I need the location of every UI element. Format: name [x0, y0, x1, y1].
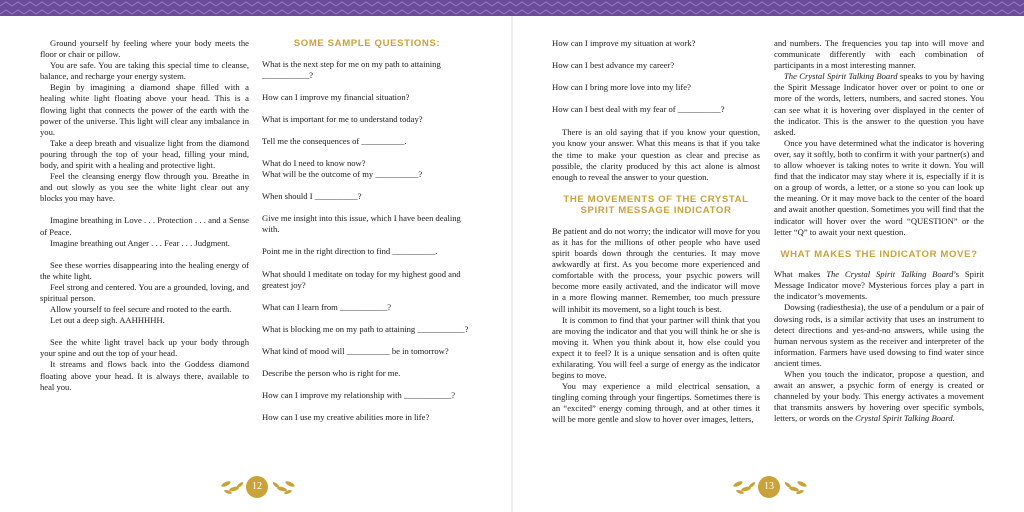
- book-title: Crystal Spirit Talking Board: [855, 413, 953, 424]
- book-title: The Crystal Spirit Talking Board: [784, 71, 898, 82]
- paragraph: Allow yourself to feel secure and rooted to the earth.: [50, 304, 232, 315]
- right-column-2: [774, 38, 984, 425]
- page-number-right: [730, 474, 810, 502]
- paragraph: Dowsing (radiesthesia), the use of a pendulum or a pair of dowsing rods, is a similar activity that uses an instrument to detect directions and yes-and-no answers, while using the human nervous system as the receiver and interpreter of the information. Farmers have used dowsing to find water since ancient times.: [774, 302, 984, 368]
- section-heading: SOME SAMPLE QUESTIONS:: [293, 38, 441, 49]
- question: What is blocking me on my path to attaining ___________?: [262, 323, 469, 334]
- paragraph: See the white light travel back up your body through your spine and out the top of your head.: [40, 337, 249, 359]
- question: How can I bring more love into my life?: [552, 82, 691, 93]
- page-number-left: [218, 474, 298, 502]
- paragraph: [774, 269, 984, 302]
- right-page: [512, 16, 1024, 512]
- paragraph: Feel the cleansing energy flow through you. Breathe in and out slowly as you see the white light clear out any blocks you may have.: [40, 171, 249, 204]
- question: How can I improve my situation at work?: [552, 38, 696, 48]
- paragraph: Be patient and do not worry; the indicator will move for you as it has for the millions of other people who have used spirit boards down through the centuries. It may move awkwardly at first. As you become more experienced and comfortable with the process, your psychic powers will become more easily activated, and the indicator will move in a more flowing manner. Remember, too much pressure will inhibit its movement, so a light touch is best.: [552, 225, 760, 314]
- paragraph: Let out a deep sigh. AAHHHHH.: [50, 315, 165, 326]
- left-page: [0, 16, 512, 512]
- left-column-meditation: [40, 38, 249, 393]
- paragraph: It is common to find that your partner will think that you are moving the indicator and that you will think he or she is moving it. When you think about it, how else could you expect it to feel? It is a unique sensation and is often quite exhilarating. You will feel a surge of energy as the indicator begins to move.: [552, 314, 760, 381]
- paragraph-text: ’s Spirit Message Indicator move? Mysterious forces play a part in the indicator’s movements.: [774, 269, 984, 302]
- section-heading: WHAT MAKES THE INDICATOR MOVE?: [780, 248, 978, 260]
- paragraph: Ground yourself by feeling where your body meets the floor or chair or pillow.: [40, 38, 249, 60]
- paragraph: Take a deep breath and visualize light from the diamond pouring through the top of your head, filling your mind, body, and spirit with a healing and protective light.: [40, 137, 249, 171]
- paragraph: Feel strong and centered. You are a grounded, loving, and spiritual person.: [40, 281, 249, 303]
- paragraph: and numbers. The frequencies you tap into will move and communicate differently with each combination of participants in a most interesting manner.: [774, 38, 984, 71]
- paragraph: It streams and flows back into the Goddess diamond floating above your head. It is always there, available to heal you.: [40, 359, 249, 392]
- question: Tell me the consequences of __________.: [262, 135, 407, 146]
- paragraph: Begin by imagining a diamond shape filled with a healing white light floating above your head. This is a flowing light that connects the power of the earth with the power of the universe. This light will clear any imbalance in you.: [40, 82, 249, 137]
- top-chevron-band: [0, 0, 1024, 16]
- paragraph-text: speaks to you by having the Spirit Message Indicator hover over or point to one or more of the words, letters, numbers, and sacred stones. You can see what it is hovering over displayed in the center of the indicator. This is the answer to the question you have asked.: [774, 71, 984, 137]
- question: How can I improve my relationship with ___________?: [262, 390, 456, 401]
- section-heading: THE MOVEMENTS OF THE CRYSTAL SPIRIT MESSAGE INDICATOR: [563, 193, 749, 217]
- question: What is important for me to understand today?: [262, 113, 423, 124]
- chevron-pattern: [0, 0, 1024, 16]
- question: When should I __________?: [262, 191, 362, 202]
- question: How can I use my creative abilities more in life?: [262, 412, 430, 423]
- paragraph-text: What makes: [774, 269, 827, 280]
- paragraph-text: .: [952, 413, 955, 424]
- question: What will be the outcome of my __________?: [262, 169, 423, 180]
- question: How can I best advance my career?: [552, 60, 675, 71]
- question: What kind of mood will __________ be in tomorrow?: [262, 345, 449, 356]
- question: Give me insight into this issue, which I have been dealing with.: [262, 213, 461, 235]
- paragraph: You are safe. You are taking this special time to cleanse, balance, and recharge your energy system.: [40, 60, 249, 82]
- question: Point me in the right direction to find __________.: [262, 246, 438, 257]
- paragraph: Imagine breathing out Anger . . . Fear . . . Judgment.: [50, 237, 230, 248]
- right-column-1: [552, 38, 760, 426]
- question: What should I meditate on today for my highest good and greatest joy?: [262, 268, 461, 290]
- paragraph: You may experience a mild electrical sensation, a tingling coming through your fingertips. Sometimes there is an “excited” energy coming through, and at other times it will be more gentle and slow to hover over images, letters,: [552, 381, 760, 425]
- page-number: 13: [758, 476, 780, 498]
- question: What is the next step for me on my path to attaining ___________?: [262, 58, 441, 80]
- page-number: 12: [246, 476, 268, 498]
- paragraph: Once you have determined what the indicator is hovering over, say it softly, both to confirm it with your partner(s) and to allow whoever is taking notes to write it down. You will find that the indicator may stay where it is, especially if it is on a group of words, a letter, or a stone so you can look up the meaning. Or it may move back to the center of the board and await another question. Sometimes you will find that the indicator will hover over the word “QUESTION” or the letter “Q” to await your next question.: [774, 137, 984, 237]
- paragraph-text: When you touch the indicator, propose a question, and await an answer, a psychic form of energy is created or channeled by your body. This energy activates a movement that transmits answers by hovering over specific symbols, letters, or words on the: [774, 369, 984, 424]
- book-title: The Crystal Spirit Talking Board: [826, 269, 954, 280]
- paragraph: There is an old saying that if you know your question, you know your answer. What this means is that if you take the time to make your question as clear and precise as possible, the clarity produced by this act alone is almost enough to reveal the answer to your question.: [552, 127, 760, 182]
- question: What can I learn from ___________?: [262, 301, 392, 312]
- paragraph: [774, 71, 984, 138]
- question: What do I need to know now?: [262, 157, 366, 168]
- question: How can I best deal with my fear of __________?: [552, 104, 725, 115]
- paragraph: Imagine breathing in Love . . . Protection . . . and a Sense of Peace.: [40, 215, 249, 237]
- paragraph: [774, 369, 984, 424]
- left-column-questions: [262, 38, 472, 423]
- paragraph: See these worries disappearing into the healing energy of the white light.: [40, 259, 249, 281]
- question: Describe the person who is right for me.: [262, 368, 401, 378]
- question: How can I improve my financial situation?: [262, 91, 410, 102]
